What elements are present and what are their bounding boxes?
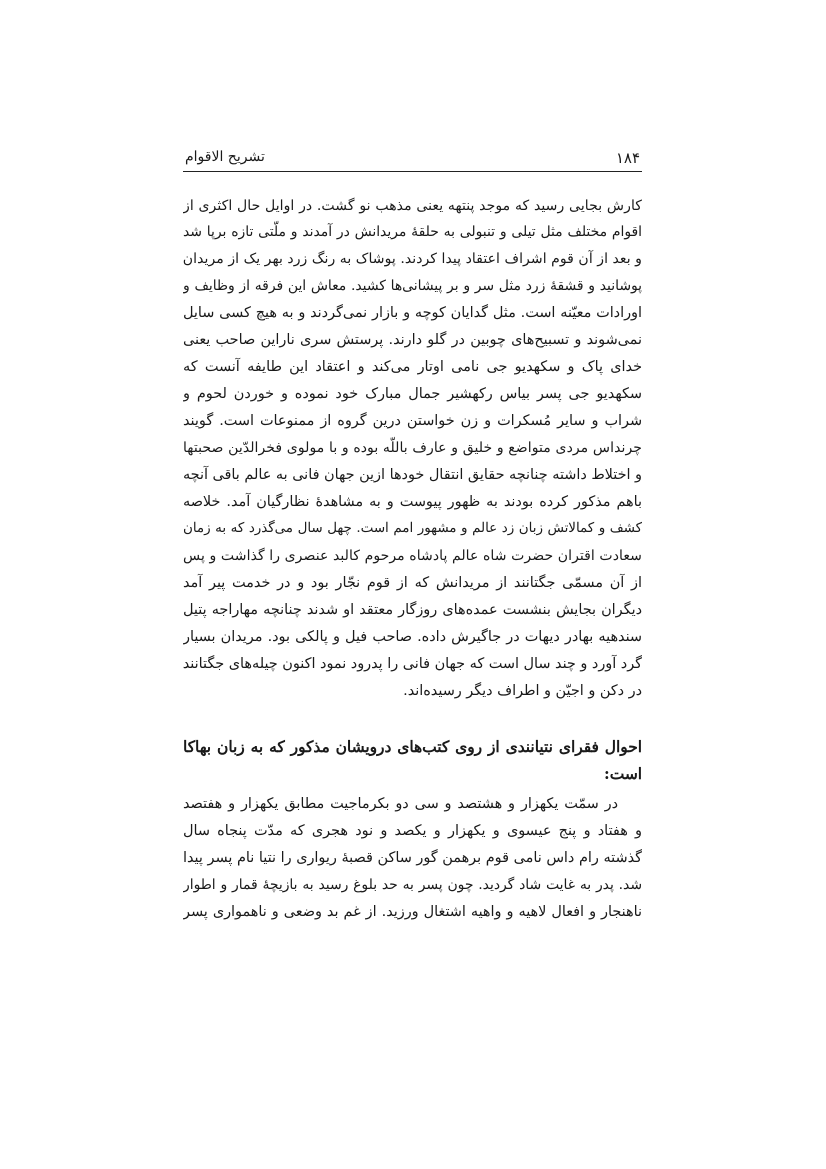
text-line: باهم مذکور کرده بودند به ظهور پیوست و به مشاهدهٔ نظارگیان آمد. خلاصه — [183, 494, 642, 510]
text-line: اورادات معیّنه است. مثل گدایان کوچه و بازار نمی‌گردند و به هیچ کسی سایل — [183, 305, 642, 321]
text-line: شد. پدر به غایت شاد گردید. چون پسر به حد بلوغ رسید به بازیچهٔ قمار و اطوار — [183, 877, 642, 893]
text-line: و هفتاد و پنج عیسوی و یکهزار و یکصد و نود هجری که مدّت پنجاه سال — [183, 823, 642, 839]
text-line: در دکن و اجیّن و اطراف دیگر رسیده‌اند. — [403, 683, 642, 699]
text-line: چرنداس مردی متواضع و خلیق و عارف باللّه بوده و با مولوی فخرالدّین صحبتها — [183, 440, 642, 456]
text-line: پوشانید و قشقهٔ زرد مثل سر و بر پیشانی‌ها کشید. معاش این فرقه از وظایف و — [183, 278, 642, 294]
text-line: سکهدیو جی پسر بیاس رکهشیر جمال مبارک خود نموده و خوردن لحوم و — [183, 386, 642, 402]
text-line: سندهیه بهادر دیهات در جاگیرش داده. صاحب فیل و پالکی بود. مریدان بسیار — [183, 629, 642, 645]
text-line: گذشته رام داس نامی قوم برهمن گور ساکن قصبهٔ ریواری را نتیا نام پسر پیدا — [183, 850, 642, 866]
section-heading: احوال فقرای نتیانندی از روی کتب‌های درویشان مذکور که به زبان بهاکا — [183, 738, 642, 756]
text-line: از آن مسمّی جگتانند از مریدانش که از قوم نجّار بود و در خدمت پیر آمد — [183, 575, 642, 591]
text-line: در سمّت یکهزار و هشتصد و سی دو بکرماجیت مطابق یکهزار و هفتصد — [183, 796, 618, 812]
section-heading: است: — [604, 765, 642, 783]
running-title: تشریح الاقوام — [185, 149, 265, 165]
running-header — [183, 149, 642, 172]
text-line: ناهنجار و افعال لاهیه و واهیه اشتغال ورزید. از غم بد وضعی و ناهمواری پسر — [183, 904, 642, 920]
text-line: گرد آورد و چند سال است که جهان فانی را پدرود نمود اکنون چیله‌های جگتانند — [183, 656, 642, 672]
text-line: نمی‌شوند و تسبیح‌های چوبین در گلو دارند. پرستش سری ناراین صاحب یعنی — [183, 332, 642, 348]
text-line: سعادت اقتران حضرت شاه عالم پادشاه مرحوم کالبد عنصری را گذاشت و پس — [183, 548, 642, 564]
text-line: اقوام مختلف مثل تیلی و تنبولی به حلقهٔ مریدانش در آمدند و ملّتی تازه برپا شد — [183, 224, 642, 240]
page-number: ۱۸۴ — [615, 149, 640, 167]
text-line: خدای پاک و سکهدیو جی نامی اوتار می‌کند و اعتقاد این طایفه آنست که — [183, 359, 642, 375]
text-line: کارش بجایی رسید که موجد پنتهه یعنی مذهب نو گشت. در اوایل حال اکثری از — [183, 198, 642, 214]
text-line: کشف و کمالاتش زبان زد عالم و مشهور امم است. چهل سال می‌گذرد که به زمان — [183, 521, 642, 536]
text-line: و اختلاط داشته چنانچه حقایق انتقال خودها ازین جهان فانی به عالم باقی آنچه — [183, 467, 642, 483]
text-line: دیگران بجایش بنشست عمده‌های روزگار معتقد او شدند چنانچه مهاراجه پتیل — [183, 602, 642, 618]
text-line: و بعد از آن قوم اشراف اعتقاد پیدا کردند. پوشاک به رنگ زرد بهر یک از مریدان — [183, 251, 642, 267]
text-line: شراب و سایر مُسکرات و زن خواستن درین گروه از ممنوعات است. گویند — [183, 413, 642, 429]
